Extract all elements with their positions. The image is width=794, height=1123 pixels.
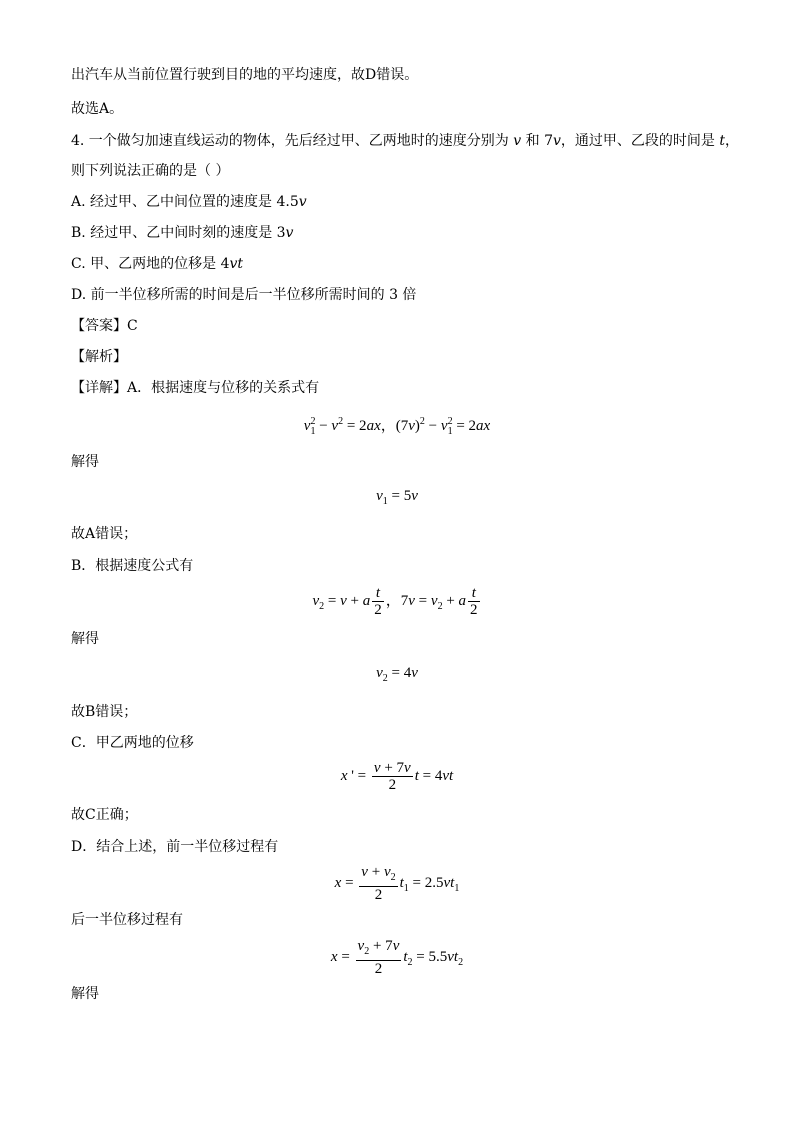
answer: 【答案】C <box>71 318 138 334</box>
formula-velocity-displacement: $v_1^2 - v^2 = 2ax$，$(7v)^2 - v_1^2 = 2ax$ <box>303 416 491 437</box>
text-line: 故B错误； <box>71 704 138 720</box>
formula-v2: $v_2 = 4v$ <box>376 665 418 684</box>
question-4: 4. 一个做匀加速直线运动的物体，先后经过甲、乙两地时的速度分别为 v 和 7v，通过甲、乙段的时间是 t， <box>71 133 740 149</box>
text-line: 故选A。 <box>71 101 124 117</box>
text-line: 解得 <box>71 986 99 1002</box>
formula-velocity-time: $v_2 = v + a$ $\frac{t}{2}$ ，$7v = v_2 + a$ $\frac{t}{2}$ <box>312 585 478 618</box>
text-line: 解得 <box>71 454 99 470</box>
text-line: 故C正确； <box>71 807 138 823</box>
text-line: 故A错误； <box>71 526 138 542</box>
text-line: 解得 <box>71 631 99 647</box>
formula-first-half: x = $\frac{v + v_2}{2}$ $t_1 = 2.5vt_1$ <box>334 864 460 903</box>
detail-a: 【详解】A．根据速度与位移的关系式有 <box>71 380 320 396</box>
formula-v1: $v_1 = 5v$ <box>376 488 418 507</box>
option-c: C. 甲、乙两地的位移是 4vt <box>71 256 244 272</box>
detail-b: B．根据速度公式有 <box>71 558 194 574</box>
text-line: 出汽车从当前位置行驶到目的地的平均速度，故D错误。 <box>71 67 419 83</box>
analysis-heading: 【解析】 <box>71 349 127 365</box>
option-b: B. 经过甲、乙中间时刻的速度是 3v <box>71 225 294 241</box>
text-line: 后一半位移过程有 <box>71 912 183 928</box>
detail-d: D．结合上述，前一半位移过程有 <box>71 839 279 855</box>
formula-displacement: x ' = $\frac{v + 7v}{2}$ t = 4vt <box>340 760 454 793</box>
detail-c: C．甲乙两地的位移 <box>71 735 194 751</box>
question-4-line2: 则下列说法正确的是（ ） <box>71 163 230 179</box>
option-a: A. 经过甲、乙中间位置的速度是 4.5v <box>71 194 307 210</box>
formula-second-half: x = $\frac{v_2 + 7v}{2}$ $t_2 = 5.5vt_2$ <box>330 938 464 977</box>
option-d: D. 前一半位移所需的时间是后一半位移所需时间的 3 倍 <box>71 287 417 303</box>
